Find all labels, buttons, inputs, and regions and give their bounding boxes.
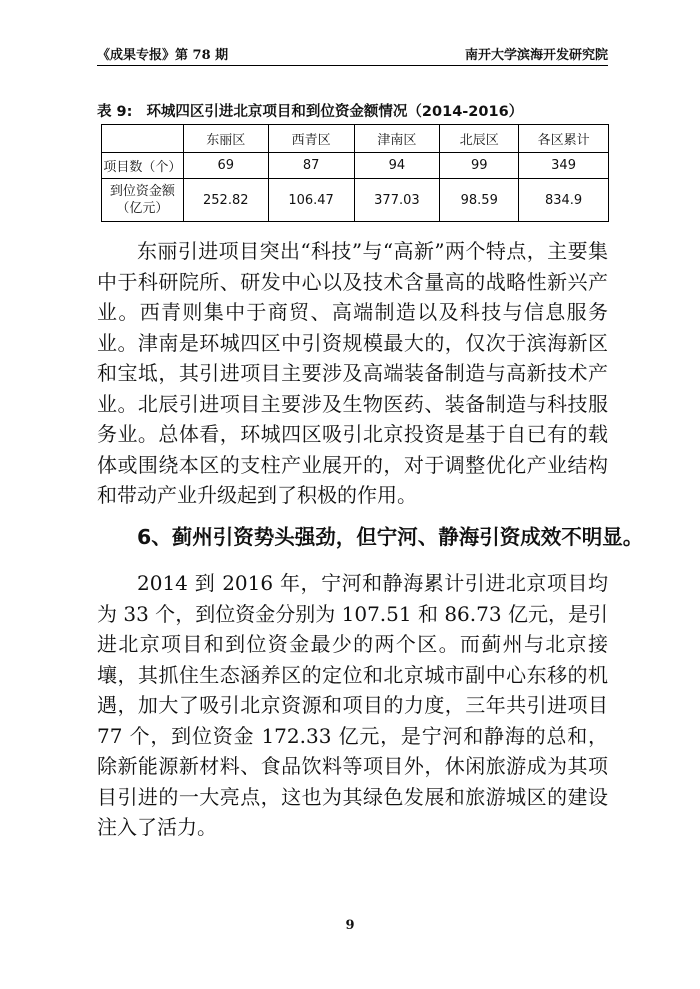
row-label-funds-line1: 到位资金额 [109, 184, 175, 199]
table-corner-cell [102, 125, 184, 153]
table-cell: 834.9 [519, 179, 609, 222]
table-cell: 69 [183, 153, 268, 179]
table-cell: 94 [354, 153, 440, 179]
section-heading: 6、蓟州引资势头强劲，但宁河、静海引资成效不明显。 [137, 525, 644, 549]
table-cell: 87 [268, 153, 354, 179]
col-header-dongli: 东丽区 [183, 125, 268, 153]
page-number: 9 [345, 918, 355, 933]
col-header-jinnan: 津南区 [354, 125, 440, 153]
table-cell: 349 [519, 153, 609, 179]
investment-table [101, 124, 609, 222]
col-header-xiqing: 西青区 [268, 125, 354, 153]
table-header-row [102, 125, 609, 153]
table-cell: 377.03 [354, 179, 440, 222]
row-label-projects: 项目数（个） [102, 153, 184, 179]
row-label-funds-line2: （亿元） [116, 201, 169, 216]
col-header-total: 各区累计 [519, 125, 609, 153]
body-paragraph-1: 东丽引进项目突出“科技”与“高新”两个特点，主要集中于科研院所、研发中心以及技术含量高的战略性新兴产业。西青则集中于商贸、高端制造以及科技与信息服务业。津南是环城四区中引资规模最大的，仅次于滨海新区和宝坻，其引进项目主要涉及高端装备制造与高新技术产业。北辰引进项目主要涉及生物医药、装备制造与科技服务业。总体看，环城四区吸引北京投资是基于自已有的载体或围绕本区的支柱产业展开的，对于调整优化产业结构和带动产业升级起到了积极的作用。 [97, 239, 608, 507]
table-cell: 98.59 [440, 179, 519, 222]
body-paragraph-2: 2014 到 2016 年，宁河和静海累计引进北京项目均为 33 个，到位资金分别为 107.51 和 86.73 亿元，是引进北京项目和到位资金最少的两个区。而蓟州与北京接壤，其抓住生态涵养区的定位和北京城市副中心东移的机遇，加大了吸引北京资源和项目的力度，三年共引进项目 77 个，到位资金 172.33 亿元，是宁河和静海的总和，除新能源新材料、食品饮料等项目外，休闲旅游成为其项目引进的一大亮点，这也为其绿色发展和旅游城区的建设注入了活力。 [97, 571, 608, 839]
table-cell: 252.82 [183, 179, 268, 222]
table-cell: 106.47 [268, 179, 354, 222]
table-row [102, 179, 609, 222]
table-cell: 99 [440, 153, 519, 179]
header-divider [97, 65, 608, 66]
header-publication: 《成果专报》第 78 期 [97, 48, 229, 63]
table-caption-title: 环城四区引进北京项目和到位资金额情况（2014-2016） [146, 104, 524, 120]
table-row [102, 153, 609, 179]
table-caption [97, 100, 523, 121]
row-label-funds [102, 179, 184, 222]
col-header-beichen: 北辰区 [440, 125, 519, 153]
header-institution: 南开大学滨海开发研究院 [464, 48, 608, 63]
table-caption-number: 表 9: [97, 104, 133, 120]
